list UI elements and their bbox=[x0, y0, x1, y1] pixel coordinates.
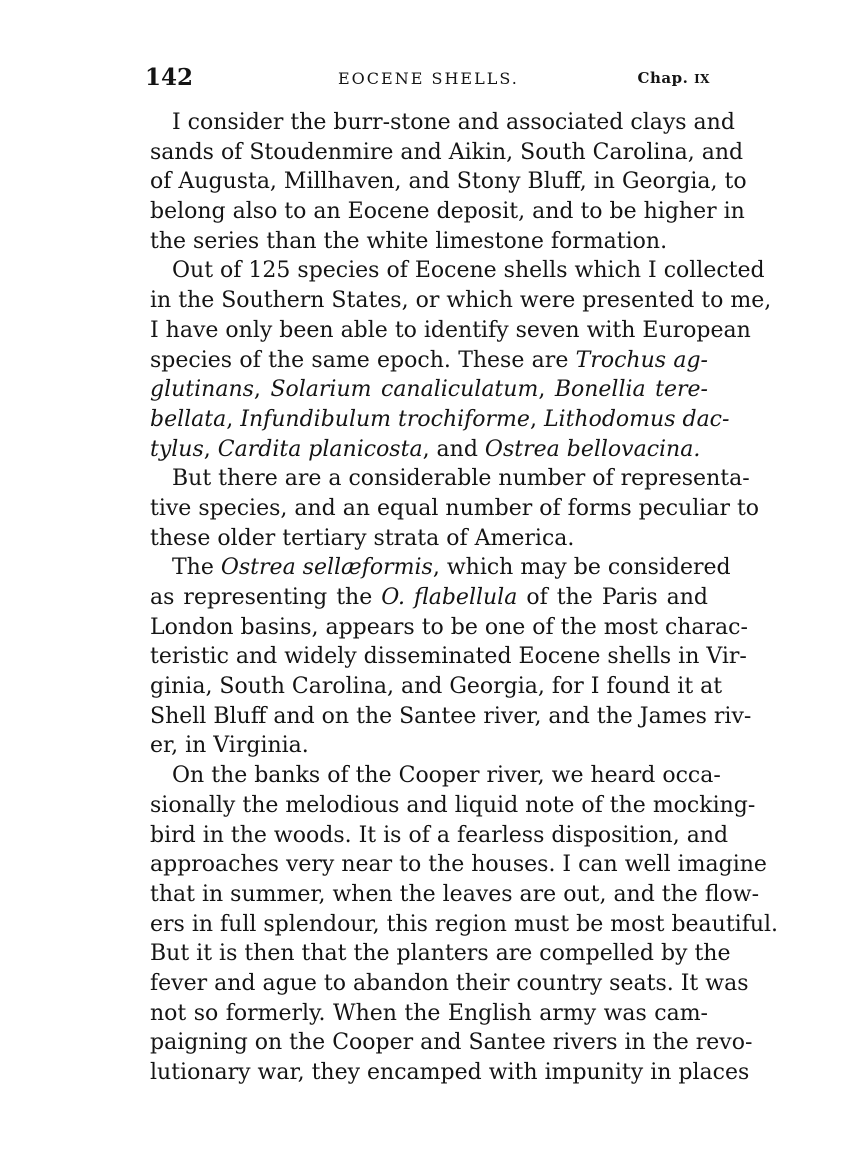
text-line bbox=[150, 850, 767, 880]
text-run: these older tertiary strata of America. bbox=[150, 525, 575, 551]
text-run: I have only been able to identify seven with European bbox=[150, 317, 751, 343]
text-run: of Augusta, Millhaven, and Stony Bluff, in Georgia, to bbox=[150, 169, 747, 195]
text-line bbox=[150, 969, 749, 999]
italic-text: Cardita planicosta bbox=[217, 436, 423, 462]
text-line bbox=[150, 435, 708, 465]
text-line bbox=[150, 613, 748, 643]
text-line bbox=[150, 702, 752, 732]
text-run: tive species, and an equal number of forms peculiar to bbox=[150, 495, 760, 521]
text-line bbox=[150, 108, 735, 138]
text-line bbox=[150, 642, 747, 672]
text-line bbox=[150, 939, 731, 969]
text-run: teristic and widely disseminated Eocene shells in Vir- bbox=[150, 644, 747, 670]
text-run: , and bbox=[422, 436, 485, 462]
text-run: ginia, South Carolina, and Georgia, for I found it at bbox=[150, 674, 723, 700]
text-run: of the Paris and bbox=[517, 585, 708, 610]
text-line bbox=[150, 524, 708, 554]
italic-text: O. flabellula bbox=[381, 585, 518, 610]
text-run: that in summer, when the leaves are out, and the flow- bbox=[150, 881, 760, 907]
text-run: Shell Bluff and on the Santee river, and the James riv- bbox=[150, 703, 752, 729]
text-run: approaches very near to the houses. I can well imagine bbox=[150, 852, 767, 878]
text-line bbox=[150, 197, 745, 227]
text-line bbox=[150, 1058, 750, 1088]
text-line bbox=[150, 405, 730, 435]
text-run: the series than the white limestone formation. bbox=[150, 228, 668, 254]
italic-text: Lithodomus dac- bbox=[543, 406, 730, 432]
italic-text: glutinans bbox=[150, 377, 254, 403]
text-run: On the banks of the Cooper river, we heard occa- bbox=[172, 763, 721, 789]
text-run: , bbox=[253, 377, 271, 403]
text-line bbox=[150, 999, 708, 1029]
text-line bbox=[150, 494, 760, 524]
text-line bbox=[150, 791, 756, 821]
text-run: bird in the woods. It is of a fearless disposition, and bbox=[150, 822, 729, 848]
italic-text: Ostrea sellæformis bbox=[220, 555, 433, 581]
text-line bbox=[150, 316, 751, 346]
text-line bbox=[150, 375, 708, 405]
text-run: , bbox=[538, 377, 555, 403]
text-line bbox=[150, 464, 750, 494]
text-run: , bbox=[529, 406, 544, 432]
text-line bbox=[150, 138, 744, 168]
chapter-number: IX bbox=[694, 72, 710, 86]
text-run: not so formerly. When the English army was cam- bbox=[150, 1000, 708, 1026]
text-run: The bbox=[172, 555, 221, 581]
text-line bbox=[150, 1028, 753, 1058]
page-header bbox=[145, 64, 710, 104]
text-run: I consider the burr-stone and associated clays and bbox=[172, 110, 735, 135]
text-run: sionally the melodious and liquid note of the mocking- bbox=[150, 792, 756, 818]
text-line bbox=[150, 880, 760, 910]
text-run: belong also to an Eocene deposit, and to be higher in bbox=[150, 199, 745, 225]
italic-text: tylus bbox=[150, 436, 204, 462]
text-run: Out of 125 species of Eocene shells which I collected bbox=[172, 258, 765, 284]
text-line bbox=[150, 286, 772, 316]
chapter-label bbox=[638, 69, 710, 87]
text-run: ers in full splendour, this region must be most beautiful. bbox=[150, 911, 779, 937]
text-run: lutionary war, they encamped with impunity in places bbox=[150, 1060, 750, 1085]
text-run: sands of Stoudenmire and Aikin, South Carolina, and bbox=[150, 139, 744, 165]
text-run: London basins, appears to be one of the most charac- bbox=[150, 614, 748, 640]
text-line bbox=[150, 553, 731, 583]
text-run: But there are a considerable number of representa- bbox=[172, 466, 750, 492]
text-line bbox=[150, 167, 747, 197]
text-line bbox=[150, 346, 708, 376]
italic-text: Solarium canaliculatum bbox=[270, 377, 539, 403]
chapter-prefix: Chap. bbox=[637, 69, 689, 87]
text-line bbox=[150, 761, 721, 791]
text-run: in the Southern States, or which were presented to me, bbox=[150, 288, 772, 314]
text-run: paigning on the Cooper and Santee rivers in the revo- bbox=[150, 1030, 753, 1056]
italic-text: Trochus ag- bbox=[575, 347, 708, 373]
text-line bbox=[150, 910, 779, 940]
text-line bbox=[150, 821, 729, 851]
text-run: , bbox=[226, 406, 241, 432]
text-line bbox=[150, 227, 708, 257]
italic-text: Ostrea bellovacina. bbox=[484, 436, 701, 462]
text-line bbox=[150, 672, 723, 702]
body-text bbox=[150, 108, 779, 1088]
text-run: as representing the bbox=[150, 585, 382, 610]
text-run: er, in Virginia. bbox=[150, 733, 309, 759]
italic-text: Bonellia tere- bbox=[554, 377, 708, 403]
page-number: 142 bbox=[145, 64, 194, 91]
text-run: But it is then that the planters are compelled by the bbox=[150, 941, 731, 967]
text-run: species of the same epoch. These are bbox=[150, 347, 576, 373]
italic-text: bellata bbox=[150, 406, 227, 432]
text-line bbox=[150, 731, 708, 761]
text-run: , which may be considered bbox=[432, 555, 731, 581]
text-run: fever and ague to abandon their country seats. It was bbox=[150, 970, 749, 996]
running-head: EOCENE SHELLS. bbox=[338, 69, 519, 88]
text-line bbox=[150, 583, 708, 613]
text-run: , bbox=[203, 436, 218, 462]
italic-text: Infundibulum trochiforme bbox=[240, 406, 530, 432]
text-line bbox=[150, 256, 765, 286]
